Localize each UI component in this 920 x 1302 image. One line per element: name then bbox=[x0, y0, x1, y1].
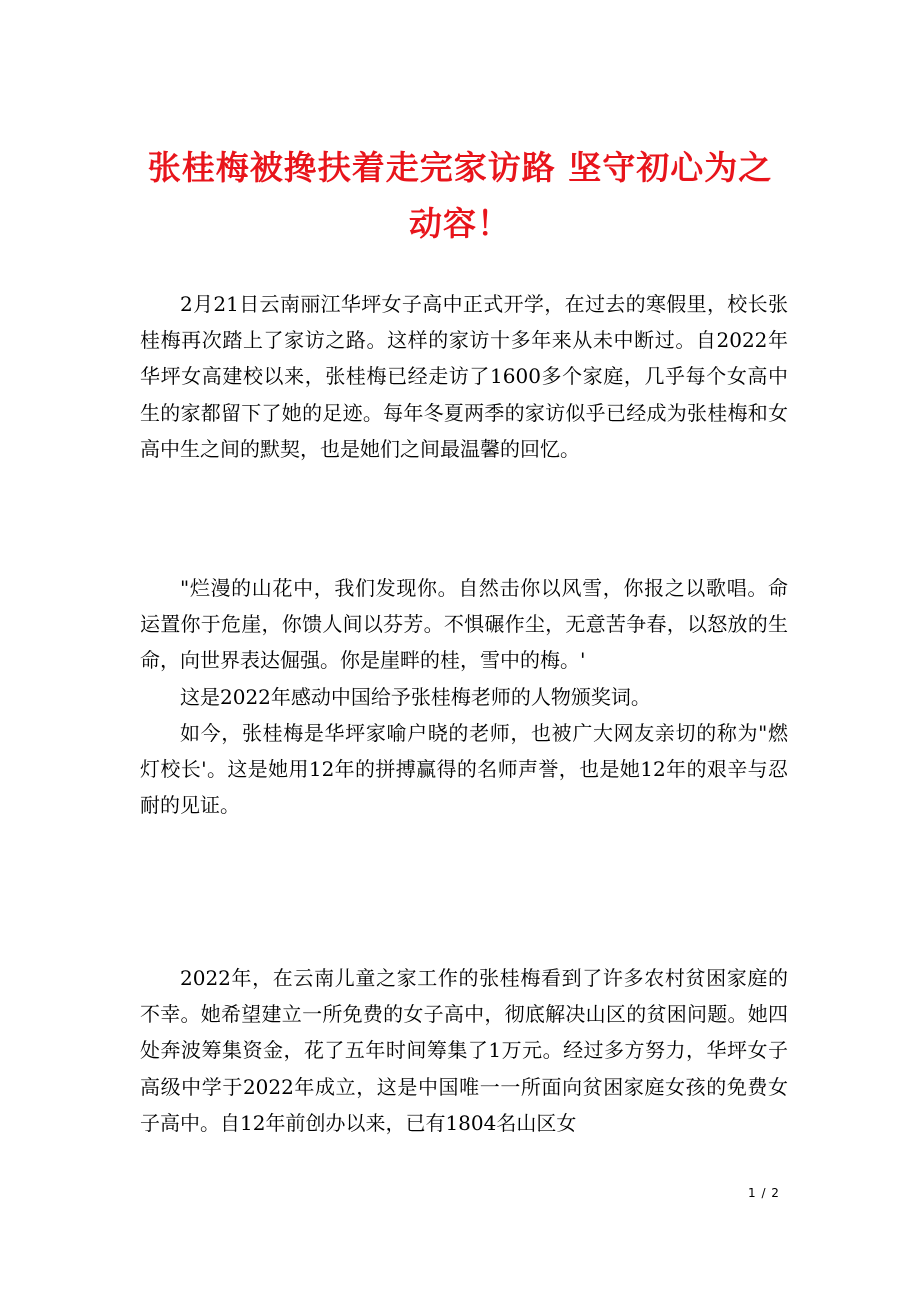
paragraph-5: 2022年，在云南儿童之家工作的张桂梅看到了许多农村贫困家庭的不幸。她希望建立一所免费的女子高中，彻底解决山区的贫困问题。她四处奔波筹集资金，花了五年时间筹集了1万元。经过多方努力，华坪女子高级中学于2022年成立，这是中国唯一一所面向贫困家庭女孩的免费女子高中。自12年前创办以来，已有1804名山区女 bbox=[140, 966, 788, 1135]
paragraph-2: "烂漫的山花中，我们发现你。自然击你以风雪，你报之以歌唱。命运置你于危崖，你馈人间以芬芳。不惧碾作尘，无意苦争春，以怒放的生命，向世界表达倔强。你是崖畔的桂，雪中的梅。' bbox=[140, 576, 788, 673]
page-number: 1 / 2 bbox=[748, 1186, 780, 1200]
paragraph-4: 如今，张桂梅是华坪家喻户晓的老师，也被广大网友亲切的称为"燃灯校长'。这是她用12年的拼搏赢得的名师声誉，也是她12年的艰辛与忍耐的见证。 bbox=[140, 720, 788, 818]
document-title: 张桂梅被搀扶着走完家访路 坚守初心为之动容！ bbox=[147, 148, 773, 243]
paragraph-block-1 bbox=[140, 286, 788, 467]
paragraph-3: 这是2022年感动中国给予张桂梅老师的人物颁奖词。 bbox=[180, 684, 651, 709]
paragraph-1: 2月21日云南丽江华坪女子高中正式开学，在过去的寒假里，校长张桂梅再次踏上了家访之路。这样的家访十多年来从未中断过。自2022年华坪女高建校以来，张桂梅已经走访了1600多个家庭，几乎每个女高中生的家都留下了她的足迹。每年冬夏两季的家访似乎已经成为张桂梅和女高中生之间的默契，也是她们之间最温馨的回忆。 bbox=[140, 292, 788, 461]
paragraph-block-2 bbox=[140, 570, 788, 823]
paragraph-block-3 bbox=[140, 960, 788, 1141]
